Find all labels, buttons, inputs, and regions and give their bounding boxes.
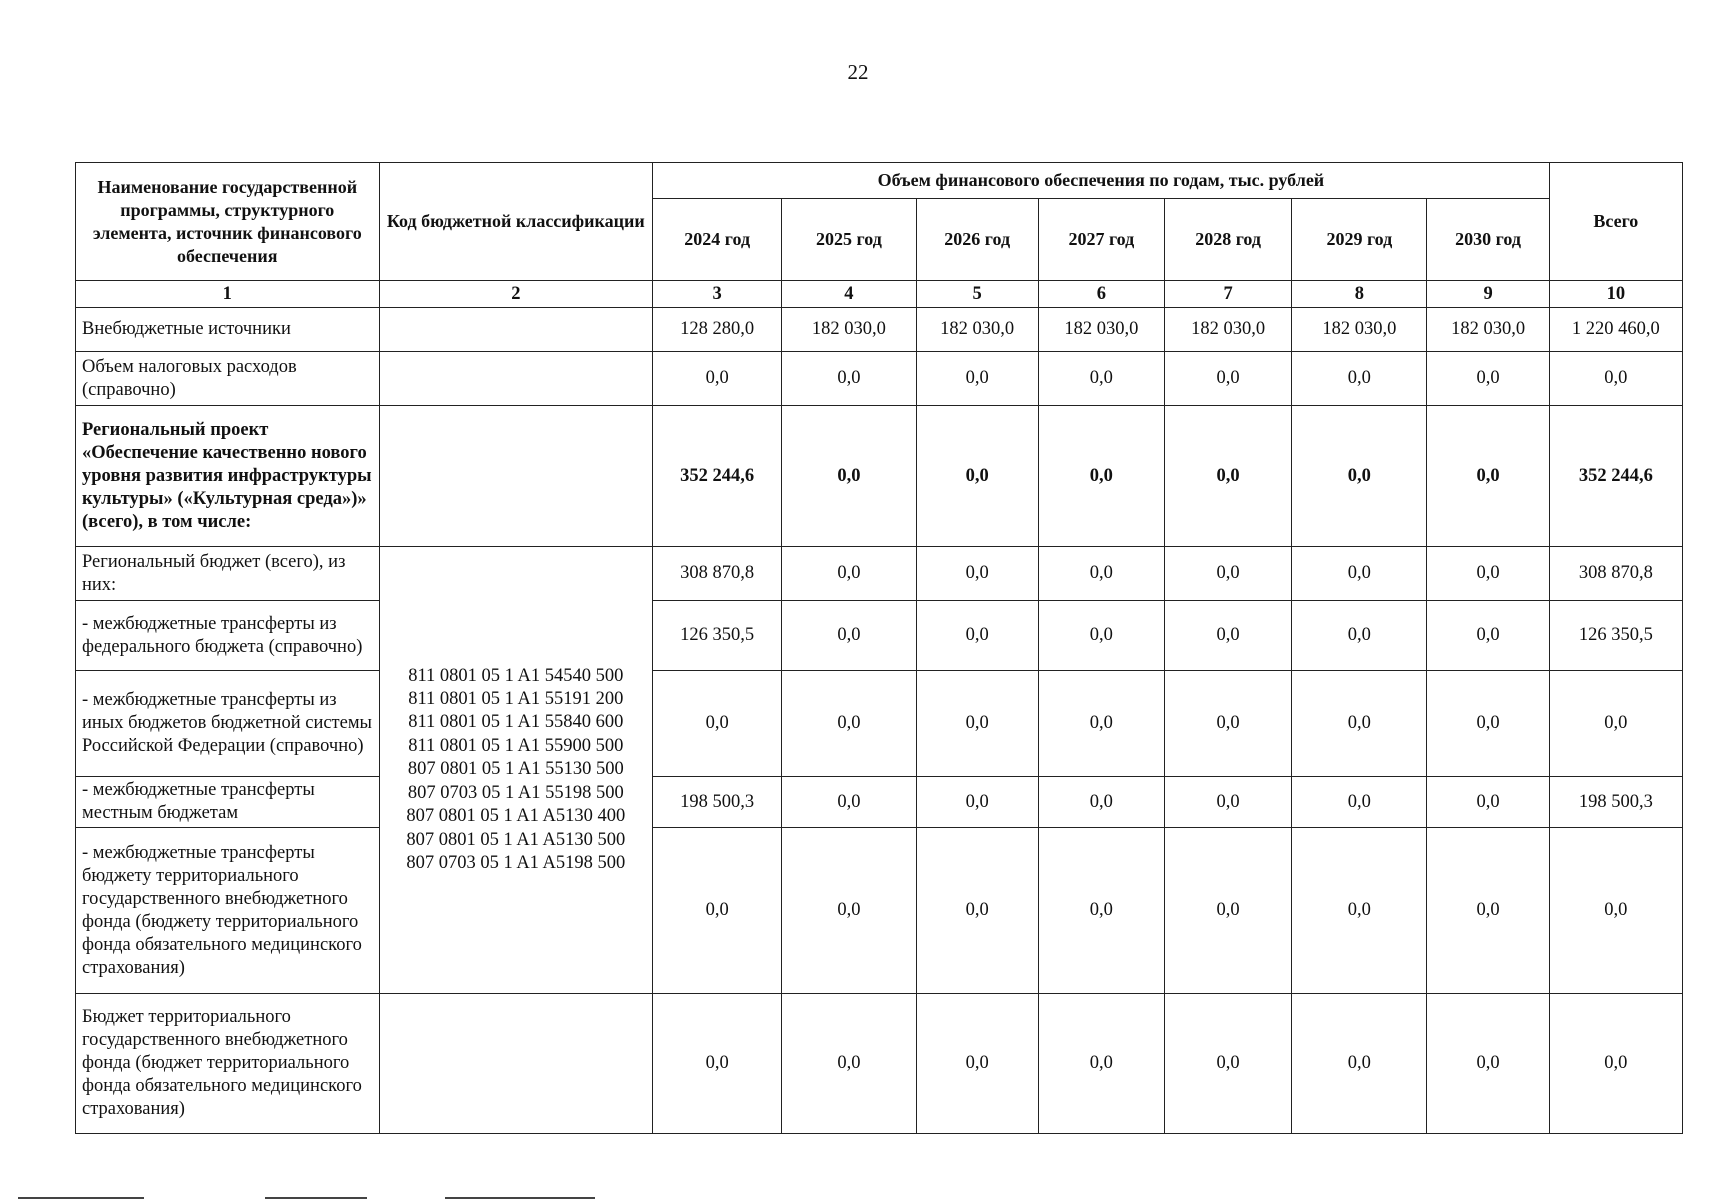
column-number: 8 (1292, 281, 1427, 308)
value-cell: 0,0 (1292, 671, 1427, 777)
total-cell: 0,0 (1549, 994, 1682, 1134)
row-name: Региональный проект «Обеспечение качественно нового уровня развития инфраструктуры культуры» («Культурная среда»)» (всего), в том числе: (76, 406, 380, 547)
value-cell: 0,0 (1427, 601, 1549, 671)
column-number: 4 (782, 281, 916, 308)
value-cell: 128 280,0 (653, 308, 782, 352)
table-row (76, 308, 1683, 352)
value-cell: 0,0 (1292, 994, 1427, 1134)
table-row (76, 828, 1683, 994)
row-name: - межбюджетные трансферты из федерального бюджета (справочно) (76, 601, 380, 671)
value-cell: 0,0 (782, 547, 916, 601)
table-row (76, 777, 1683, 828)
row-code (379, 994, 653, 1134)
value-cell: 0,0 (1038, 547, 1164, 601)
value-cell: 0,0 (916, 994, 1038, 1134)
value-cell: 0,0 (782, 601, 916, 671)
column-number: 1 (76, 281, 380, 308)
row-code (379, 352, 653, 406)
value-cell: 0,0 (1427, 777, 1549, 828)
header-year: 2026 год (916, 199, 1038, 281)
column-number: 9 (1427, 281, 1549, 308)
value-cell: 0,0 (916, 547, 1038, 601)
value-cell: 352 244,6 (653, 406, 782, 547)
value-cell: 0,0 (1427, 671, 1549, 777)
value-cell: 0,0 (1292, 828, 1427, 994)
value-cell: 182 030,0 (782, 308, 916, 352)
row-name: - межбюджетные трансферты местным бюджетам (76, 777, 380, 828)
value-cell: 0,0 (1292, 547, 1427, 601)
value-cell: 0,0 (1292, 777, 1427, 828)
value-cell: 0,0 (916, 601, 1038, 671)
header-total: Всего (1549, 163, 1682, 281)
value-cell: 0,0 (1164, 352, 1291, 406)
header-name: Наименование государственной программы, структурного элемента, источник финансового обеспечения (76, 163, 380, 281)
row-name: - межбюджетные трансферты из иных бюджетов бюджетной системы Российской Федерации (справочно) (76, 671, 380, 777)
value-cell: 0,0 (1164, 601, 1291, 671)
value-cell: 182 030,0 (1164, 308, 1291, 352)
value-cell: 0,0 (1038, 671, 1164, 777)
total-cell: 198 500,3 (1549, 777, 1682, 828)
row-name: - межбюджетные трансферты бюджету территориального государственного внебюджетного фонда (бюджету территориального фонда обязательного медицинского страхования) (76, 828, 380, 994)
row-code (379, 406, 653, 547)
total-cell: 0,0 (1549, 352, 1682, 406)
total-cell: 308 870,8 (1549, 547, 1682, 601)
header-year: 2030 год (1427, 199, 1549, 281)
total-cell: 352 244,6 (1549, 406, 1682, 547)
value-cell: 0,0 (782, 671, 916, 777)
value-cell: 0,0 (653, 828, 782, 994)
value-cell: 0,0 (1164, 777, 1291, 828)
value-cell: 0,0 (653, 671, 782, 777)
value-cell: 0,0 (1292, 352, 1427, 406)
value-cell: 182 030,0 (1427, 308, 1549, 352)
value-cell: 0,0 (1038, 406, 1164, 547)
value-cell: 0,0 (1164, 671, 1291, 777)
header-year: 2027 год (1038, 199, 1164, 281)
row-name: Региональный бюджет (всего), из них: (76, 547, 380, 601)
row-name: Бюджет территориального государственного внебюджетного фонда (бюджет территориального фонда обязательного медицинского страхования) (76, 994, 380, 1134)
header-year: 2024 год (653, 199, 782, 281)
value-cell: 308 870,8 (653, 547, 782, 601)
value-cell: 0,0 (916, 406, 1038, 547)
value-cell: 0,0 (782, 352, 916, 406)
value-cell: 0,0 (1292, 406, 1427, 547)
budget-codes: 811 0801 05 1 A1 54540 500 811 0801 05 1 A1 55191 200 811 0801 05 1 A1 55840 600 811 0801 05 1 A1 55900 500 807 0801 05 1 A1 55130 500 807 0703 05 1 A1 55198 500 807 0801 05 1 A1 A5130 400 807 0801 05 1 A1 A5130 500 807 0703 05 1 A1 A5198 500 (379, 547, 653, 994)
value-cell: 0,0 (916, 828, 1038, 994)
value-cell: 0,0 (782, 777, 916, 828)
scan-artifact-line (265, 1197, 367, 1199)
value-cell: 0,0 (653, 352, 782, 406)
header-year: 2029 год (1292, 199, 1427, 281)
row-code (379, 308, 653, 352)
header-code: Код бюджетной классификации (379, 163, 653, 281)
page-number: 22 (847, 60, 869, 84)
column-number: 6 (1038, 281, 1164, 308)
total-cell: 1 220 460,0 (1549, 308, 1682, 352)
value-cell: 0,0 (1427, 994, 1549, 1134)
value-cell: 0,0 (1164, 406, 1291, 547)
value-cell: 198 500,3 (653, 777, 782, 828)
header-year: 2028 год (1164, 199, 1291, 281)
value-cell: 0,0 (653, 994, 782, 1134)
column-number: 2 (379, 281, 653, 308)
value-cell: 0,0 (1164, 547, 1291, 601)
row-name: Объем налоговых расходов (справочно) (76, 352, 380, 406)
column-number: 5 (916, 281, 1038, 308)
scan-artifact-line (445, 1197, 595, 1199)
value-cell: 0,0 (782, 406, 916, 547)
value-cell: 0,0 (916, 671, 1038, 777)
financing-table (75, 162, 1683, 1134)
column-number: 10 (1549, 281, 1682, 308)
value-cell: 0,0 (1292, 601, 1427, 671)
value-cell: 182 030,0 (1038, 308, 1164, 352)
value-cell: 0,0 (1038, 994, 1164, 1134)
value-cell: 0,0 (1427, 352, 1549, 406)
total-cell: 126 350,5 (1549, 601, 1682, 671)
value-cell: 0,0 (1038, 352, 1164, 406)
column-number: 3 (653, 281, 782, 308)
value-cell: 0,0 (1164, 828, 1291, 994)
table-row (76, 547, 1683, 601)
row-name: Внебюджетные источники (76, 308, 380, 352)
header-volume: Объем финансового обеспечения по годам, тыс. рублей (653, 163, 1550, 199)
table-row (76, 994, 1683, 1134)
value-cell: 0,0 (1427, 406, 1549, 547)
value-cell: 126 350,5 (653, 601, 782, 671)
value-cell: 182 030,0 (916, 308, 1038, 352)
total-cell: 0,0 (1549, 828, 1682, 994)
value-cell: 0,0 (1164, 994, 1291, 1134)
value-cell: 0,0 (1427, 547, 1549, 601)
column-number: 7 (1164, 281, 1291, 308)
header-year: 2025 год (782, 199, 916, 281)
value-cell: 0,0 (1038, 601, 1164, 671)
table-row (76, 601, 1683, 671)
value-cell: 0,0 (1038, 828, 1164, 994)
value-cell: 0,0 (916, 777, 1038, 828)
table-row (76, 406, 1683, 547)
value-cell: 0,0 (782, 828, 916, 994)
table-row (76, 671, 1683, 777)
total-cell: 0,0 (1549, 671, 1682, 777)
value-cell: 182 030,0 (1292, 308, 1427, 352)
value-cell: 0,0 (1038, 777, 1164, 828)
value-cell: 0,0 (1427, 828, 1549, 994)
scan-artifact-line (18, 1197, 144, 1199)
table-row (76, 352, 1683, 406)
value-cell: 0,0 (782, 994, 916, 1134)
value-cell: 0,0 (916, 352, 1038, 406)
